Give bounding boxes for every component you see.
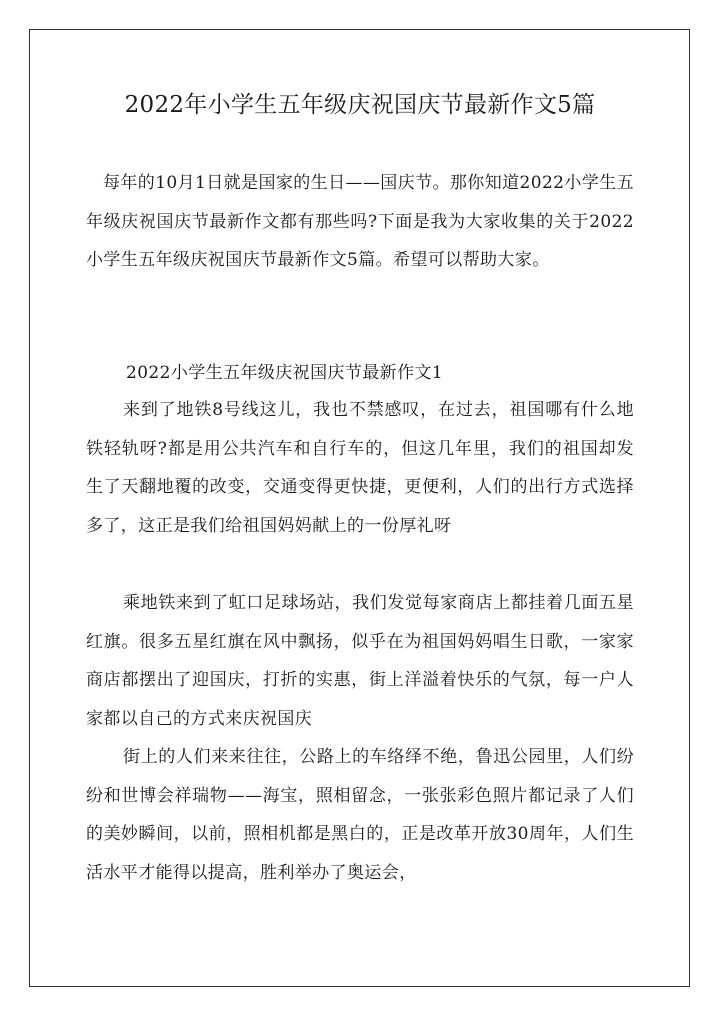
essay-1-heading: 2022小学生五年级庆祝国庆节最新作文1 bbox=[126, 363, 444, 383]
intro-paragraph: 每年的10月1日就是国家的生日——国庆节。那你知道2022小学生五年级庆祝国庆节最新作文都有那些吗?下面是我为大家收集的关于2022小学生五年级庆祝国庆节最新作文5篇。希望可以帮助大家。 bbox=[86, 173, 634, 270]
essay-1-paragraph-1: 来到了地铁8号线这儿，我也不禁感叹，在过去，祖国哪有什么地铁轻轨呀?都是用公共汽车和自行车的，但这几年里，我们的祖国却发生了天翻地覆的改变，交通变得更快捷，更便利，人们的出行方式选择多了，这正是我们给祖国妈妈献上的一份厚礼呀 bbox=[86, 400, 634, 536]
document-title: 2022年小学生五年级庆祝国庆节最新作文5篇 bbox=[124, 92, 596, 118]
essay-1-paragraph-3: 街上的人们来来往往，公路上的车络绎不绝，鲁迅公园里，人们纷纷和世博会祥瑞物——海宝，照相留念，一张张彩色照片都记录了人们的美妙瞬间，以前，照相机都是黑白的，正是改革开放30周年，人们生活水平才能得以提高，胜利举办了奥运会， bbox=[86, 747, 634, 883]
essay-1-paragraph-2: 乘地铁来到了虹口足球场站，我们发觉每家商店上都挂着几面五星红旗。很多五星红旗在风中飘扬，似乎在为祖国妈妈唱生日歌，一家家商店都摆出了迎国庆，打折的实惠，街上洋溢着快乐的气氛，每一户人家都以自己的方式来庆祝国庆 bbox=[86, 593, 634, 729]
